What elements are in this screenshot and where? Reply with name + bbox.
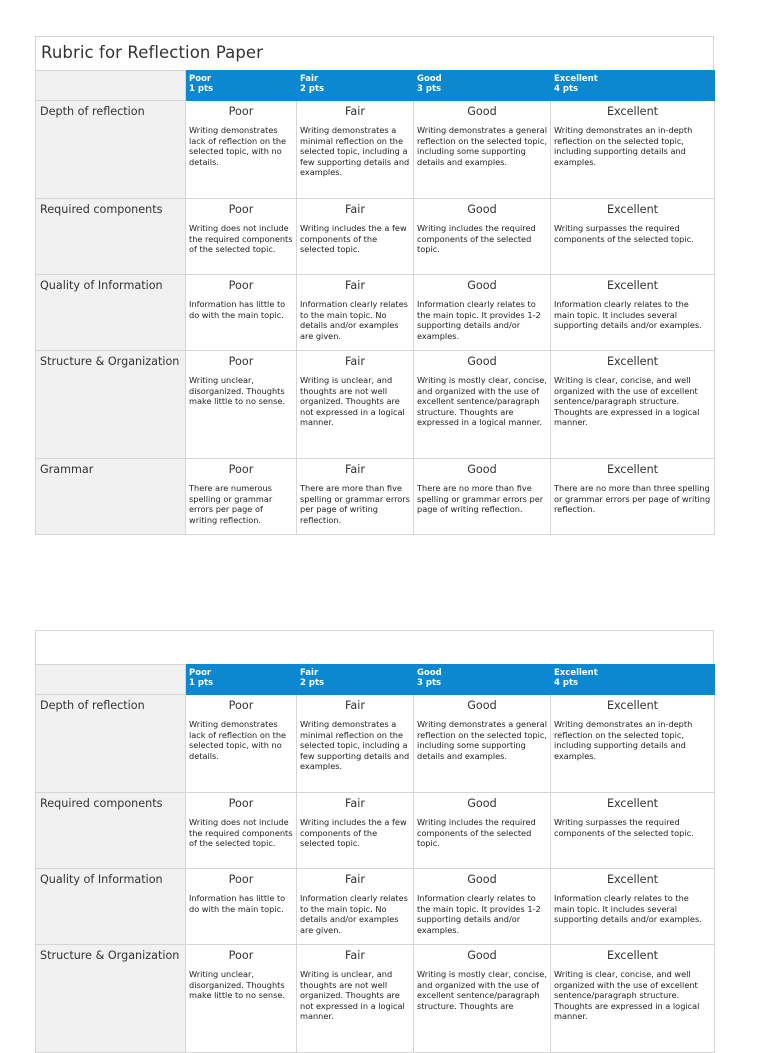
rating-level: Good [467, 463, 497, 476]
criterion-row [36, 695, 715, 793]
rating-description: Writing does not include the required components of the selected topic. [189, 817, 293, 848]
criterion-name: Structure & Organization [36, 945, 186, 1053]
rating-description: Writing does not include the required components of the selected topic. [189, 223, 293, 254]
rating-description: Writing is clear, concise, and well organized with the use of excellent sentence/paragraph structure. Thoughts are expressed in a logical manner. [554, 375, 700, 427]
rating-description: Information clearly relates to the main topic. It includes several supporting details and/or examples. [554, 893, 702, 924]
criterion-row [36, 459, 715, 535]
rating-level: Poor [228, 105, 254, 118]
rating-level: Poor [228, 873, 254, 886]
rating-description: Writing demonstrates an in-depth reflection on the selected topic, including supporting details and examples. [554, 125, 693, 167]
rating-description: Information clearly relates to the main topic. It provides 1-2 supporting details and/or examples. [417, 299, 541, 341]
rating-description: Writing demonstrates lack of reflection on the selected topic, with no details. [189, 125, 287, 167]
rating-description: There are no more than three spelling or grammar errors per page of writing reflection. [554, 483, 711, 514]
rating-cell [414, 199, 551, 275]
rating-cell [414, 945, 551, 1053]
rating-level: Poor [228, 949, 254, 962]
rating-cell [186, 793, 297, 869]
rating-description: Writing demonstrates a minimal reflection on the selected topic, including a few supporting details and examples. [300, 719, 410, 771]
rating-level: Fair [345, 699, 365, 712]
rating-level: Excellent [606, 105, 659, 118]
rating-level: Excellent [606, 949, 659, 962]
rubric-grid [35, 70, 715, 535]
rating-level: Poor [228, 699, 254, 712]
rating-level: Fair [345, 279, 365, 292]
header-fair: Fair 2 pts [297, 665, 414, 695]
rating-cell [297, 101, 414, 199]
criterion-name: Quality of Information [36, 869, 186, 945]
rating-description: Writing is mostly clear, concise, and organized with the use of excellent sentence/paragraph structure. Thoughts are expressed in a logical manner. [417, 375, 547, 427]
rating-description: Writing unclear, disorganized. Thoughts make little to no sense. [189, 375, 285, 406]
rating-cell [297, 945, 414, 1053]
rating-cell [186, 199, 297, 275]
rating-description: Writing is unclear, and thoughts are not well organized. Thoughts are not expressed in a logical manner. [300, 969, 405, 1021]
rating-cell [414, 793, 551, 869]
rating-level: Fair [345, 355, 365, 368]
rating-description: Writing demonstrates an in-depth reflection on the selected topic, including supporting details and examples. [554, 719, 693, 761]
rating-cell [551, 793, 715, 869]
rating-cell [414, 351, 551, 459]
rating-cell [186, 101, 297, 199]
rating-description: Writing demonstrates a general reflection on the selected topic, including some supporting details and examples. [417, 719, 548, 761]
rating-description: Writing is clear, concise, and well organized with the use of excellent sentence/paragraph structure. Thoughts are expressed in a logical manner. [554, 969, 700, 1021]
criterion-name: Structure & Organization [36, 351, 186, 459]
rating-cell [297, 351, 414, 459]
rating-description: Writing includes the required components of the selected topic. [417, 817, 536, 848]
rating-cell [186, 459, 297, 535]
rating-description: Writing demonstrates lack of reflection on the selected topic, with no details. [189, 719, 287, 761]
rating-level: Good [467, 699, 497, 712]
criterion-name: Grammar [36, 459, 186, 535]
rating-cell [297, 869, 414, 945]
rating-cell [297, 199, 414, 275]
rating-description: Writing unclear, disorganized. Thoughts make little to no sense. [189, 969, 285, 1000]
rating-level: Fair [345, 873, 365, 886]
rating-level: Good [467, 797, 497, 810]
rubric-title: Rubric for Reflection Paper [35, 36, 714, 70]
criterion-row [36, 945, 715, 1053]
rating-level: Poor [228, 797, 254, 810]
criterion-row [36, 351, 715, 459]
rating-cell [414, 275, 551, 351]
criterion-name: Quality of Information [36, 275, 186, 351]
header-good: Good 3 pts [414, 71, 551, 101]
rating-description: Writing surpasses the required components of the selected topic. [554, 817, 694, 838]
rating-cell [551, 275, 715, 351]
rating-description: Information clearly relates to the main topic. No details and/or examples are given. [300, 299, 408, 341]
rating-level: Excellent [606, 699, 659, 712]
rating-cell [297, 275, 414, 351]
rating-level: Good [467, 949, 497, 962]
rating-description: Writing surpasses the required components of the selected topic. [554, 223, 694, 244]
rating-cell [414, 695, 551, 793]
criterion-name: Required components [36, 793, 186, 869]
rating-cell [551, 869, 715, 945]
rating-level: Fair [345, 203, 365, 216]
rating-level: Good [467, 203, 497, 216]
header-poor: Poor 1 pts [186, 71, 297, 101]
criterion-row [36, 869, 715, 945]
rating-description: Writing is unclear, and thoughts are not well organized. Thoughts are not expressed in a logical manner. [300, 375, 405, 427]
rating-description: Writing includes the a few components of the selected topic. [300, 223, 407, 254]
rating-cell [186, 695, 297, 793]
rating-header-row [36, 71, 715, 101]
rating-level: Good [467, 355, 497, 368]
rating-cell [186, 351, 297, 459]
rating-level: Fair [345, 949, 365, 962]
rating-cell [414, 459, 551, 535]
rating-cell [186, 275, 297, 351]
header-fair: Fair 2 pts [297, 71, 414, 101]
rating-level: Fair [345, 463, 365, 476]
rating-description: Information clearly relates to the main topic. It includes several supporting details and/or examples. [554, 299, 702, 330]
rubric-table [35, 630, 714, 1053]
rating-description: There are no more than five spelling or grammar errors per page of writing reflection. [417, 483, 544, 514]
rating-cell [297, 459, 414, 535]
criterion-row [36, 199, 715, 275]
rating-level: Excellent [606, 463, 659, 476]
rating-cell [551, 945, 715, 1053]
rubric-table [35, 36, 714, 535]
rating-cell [551, 695, 715, 793]
rating-cell [297, 695, 414, 793]
rating-level: Excellent [606, 279, 659, 292]
header-excellent: Excellent 4 pts [551, 665, 715, 695]
header-excellent: Excellent 4 pts [551, 71, 715, 101]
header-blank-cell [36, 665, 186, 695]
rating-description: Writing demonstrates a minimal reflection on the selected topic, including a few supporting details and examples. [300, 125, 410, 177]
rating-level: Poor [228, 463, 254, 476]
rubric-grid [35, 664, 715, 1053]
rating-cell [551, 101, 715, 199]
rating-level: Excellent [606, 203, 659, 216]
rating-description: Writing includes the a few components of the selected topic. [300, 817, 407, 848]
rating-level: Fair [345, 797, 365, 810]
rating-description: Information has little to do with the main topic. [189, 893, 286, 914]
rating-description: Writing demonstrates a general reflection on the selected topic, including some supporting details and examples. [417, 125, 548, 167]
rating-description: Information clearly relates to the main topic. It provides 1-2 supporting details and/or examples. [417, 893, 541, 935]
rating-level: Poor [228, 279, 254, 292]
rating-cell [551, 459, 715, 535]
criterion-name: Depth of reflection [36, 695, 186, 793]
header-good: Good 3 pts [414, 665, 551, 695]
rating-level: Good [467, 279, 497, 292]
rating-description: Writing includes the required components of the selected topic. [417, 223, 536, 254]
rating-cell [186, 945, 297, 1053]
rating-level: Excellent [606, 873, 659, 886]
rating-cell [414, 869, 551, 945]
criterion-name: Depth of reflection [36, 101, 186, 199]
rating-cell [297, 793, 414, 869]
rating-level: Good [467, 105, 497, 118]
header-blank-cell [36, 71, 186, 101]
rating-header-row [36, 665, 715, 695]
rating-description: There are more than five spelling or grammar errors per page of writing reflection. [300, 483, 410, 525]
rating-cell [186, 869, 297, 945]
rating-description: Information clearly relates to the main topic. No details and/or examples are given. [300, 893, 408, 935]
criterion-row [36, 793, 715, 869]
rating-description: Information has little to do with the main topic. [189, 299, 286, 320]
rating-description: There are numerous spelling or grammar errors per page of writing reflection. [189, 483, 273, 525]
rating-level: Good [467, 873, 497, 886]
criterion-row [36, 101, 715, 199]
rating-description: Writing is mostly clear, concise, and organized with the use of excellent sentence/paragraph structure. Thoughts are [417, 969, 547, 1011]
rating-level: Excellent [606, 355, 659, 368]
criterion-name: Required components [36, 199, 186, 275]
rating-level: Poor [228, 355, 254, 368]
rating-level: Poor [228, 203, 254, 216]
rating-cell [551, 351, 715, 459]
header-poor: Poor 1 pts [186, 665, 297, 695]
rating-level: Fair [345, 105, 365, 118]
rubric-title [35, 630, 714, 664]
rating-cell [414, 101, 551, 199]
rating-cell [551, 199, 715, 275]
rating-level: Excellent [606, 797, 659, 810]
criterion-row [36, 275, 715, 351]
